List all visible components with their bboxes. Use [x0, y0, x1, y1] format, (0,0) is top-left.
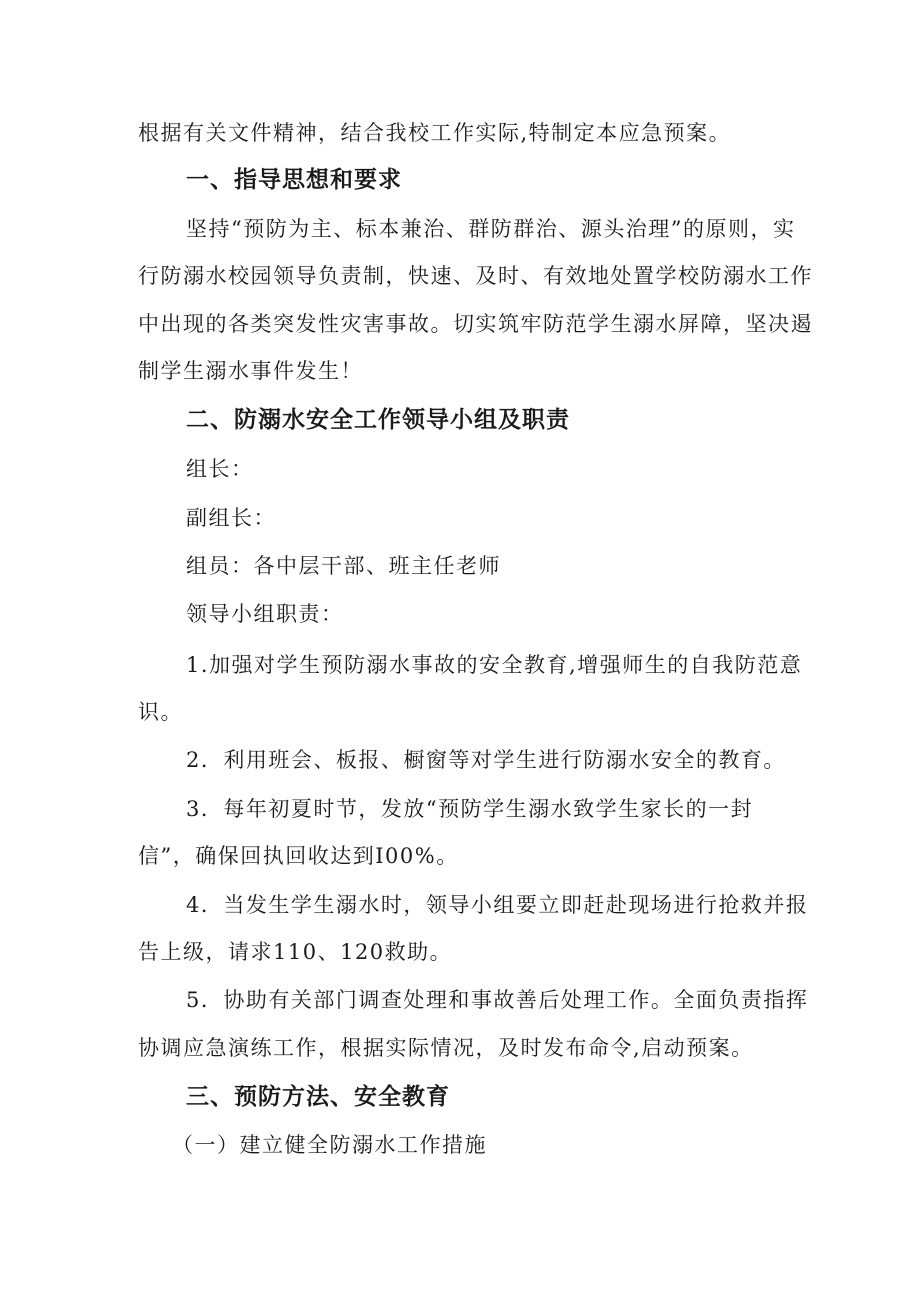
section1-heading: 一、指导思想和要求 — [186, 167, 402, 193]
section3-heading: 三、预防方法、安全教育 — [186, 1084, 450, 1110]
group-leader: 组长： — [186, 457, 254, 481]
duty-item-5: 5．协助有关部门调查处理和事故善后处理工作。全面负责指挥 — [186, 988, 809, 1012]
section2-heading: 二、防溺水安全工作领导小组及职责 — [186, 407, 570, 433]
duty-item-3-cont: 信”，确保回执回收达到I00%。 — [138, 844, 459, 868]
section1-para-line: 中出现的各类突发性灾害事故。切实筑牢防范学生溺水屏障，坚决遏 — [138, 312, 813, 336]
group-members: 组员：各中层干部、班主任老师 — [186, 554, 501, 578]
group-deputy: 副组长： — [186, 506, 276, 530]
section1-para-line: 制学生溺水事件发生！ — [138, 359, 363, 383]
duty-item-1-cont: 识。 — [138, 700, 183, 724]
duty-item-1: 1.加强对学生预防溺水事故的安全教育,增强师生的自我防范意 — [186, 653, 803, 677]
intro-line: 根据有关文件精神，结合我校工作实际,特制定本应急预案。 — [138, 121, 732, 145]
duties-title: 领导小组职责： — [186, 602, 344, 626]
duty-item-5-cont: 协调应急演练工作，根据实际情况，及时发布命令,启动预案。 — [138, 1036, 754, 1060]
duty-item-2: 2．利用班会、板报、橱窗等对学生进行防溺水安全的教育。 — [186, 748, 786, 772]
section1-para-line: 坚持“预防为主、标本兼治、群防群治、源头治理”的原则，实 — [186, 217, 796, 241]
section3-subheading: （一）建立健全防溺水工作措施 — [172, 1133, 487, 1157]
duty-item-4: 4．当发生学生溺水时，领导小组要立即赶赴现场进行抢救并报 — [186, 893, 809, 917]
section1-para-line: 行防溺水校园领导负责制，快速、及时、有效地处置学校防溺水工作 — [138, 264, 813, 288]
duty-item-4-cont: 告上级，请求110、120救助。 — [138, 940, 453, 964]
duty-item-3: 3．每年初夏时节，发放“预防学生溺水致学生家长的一封 — [186, 797, 754, 821]
